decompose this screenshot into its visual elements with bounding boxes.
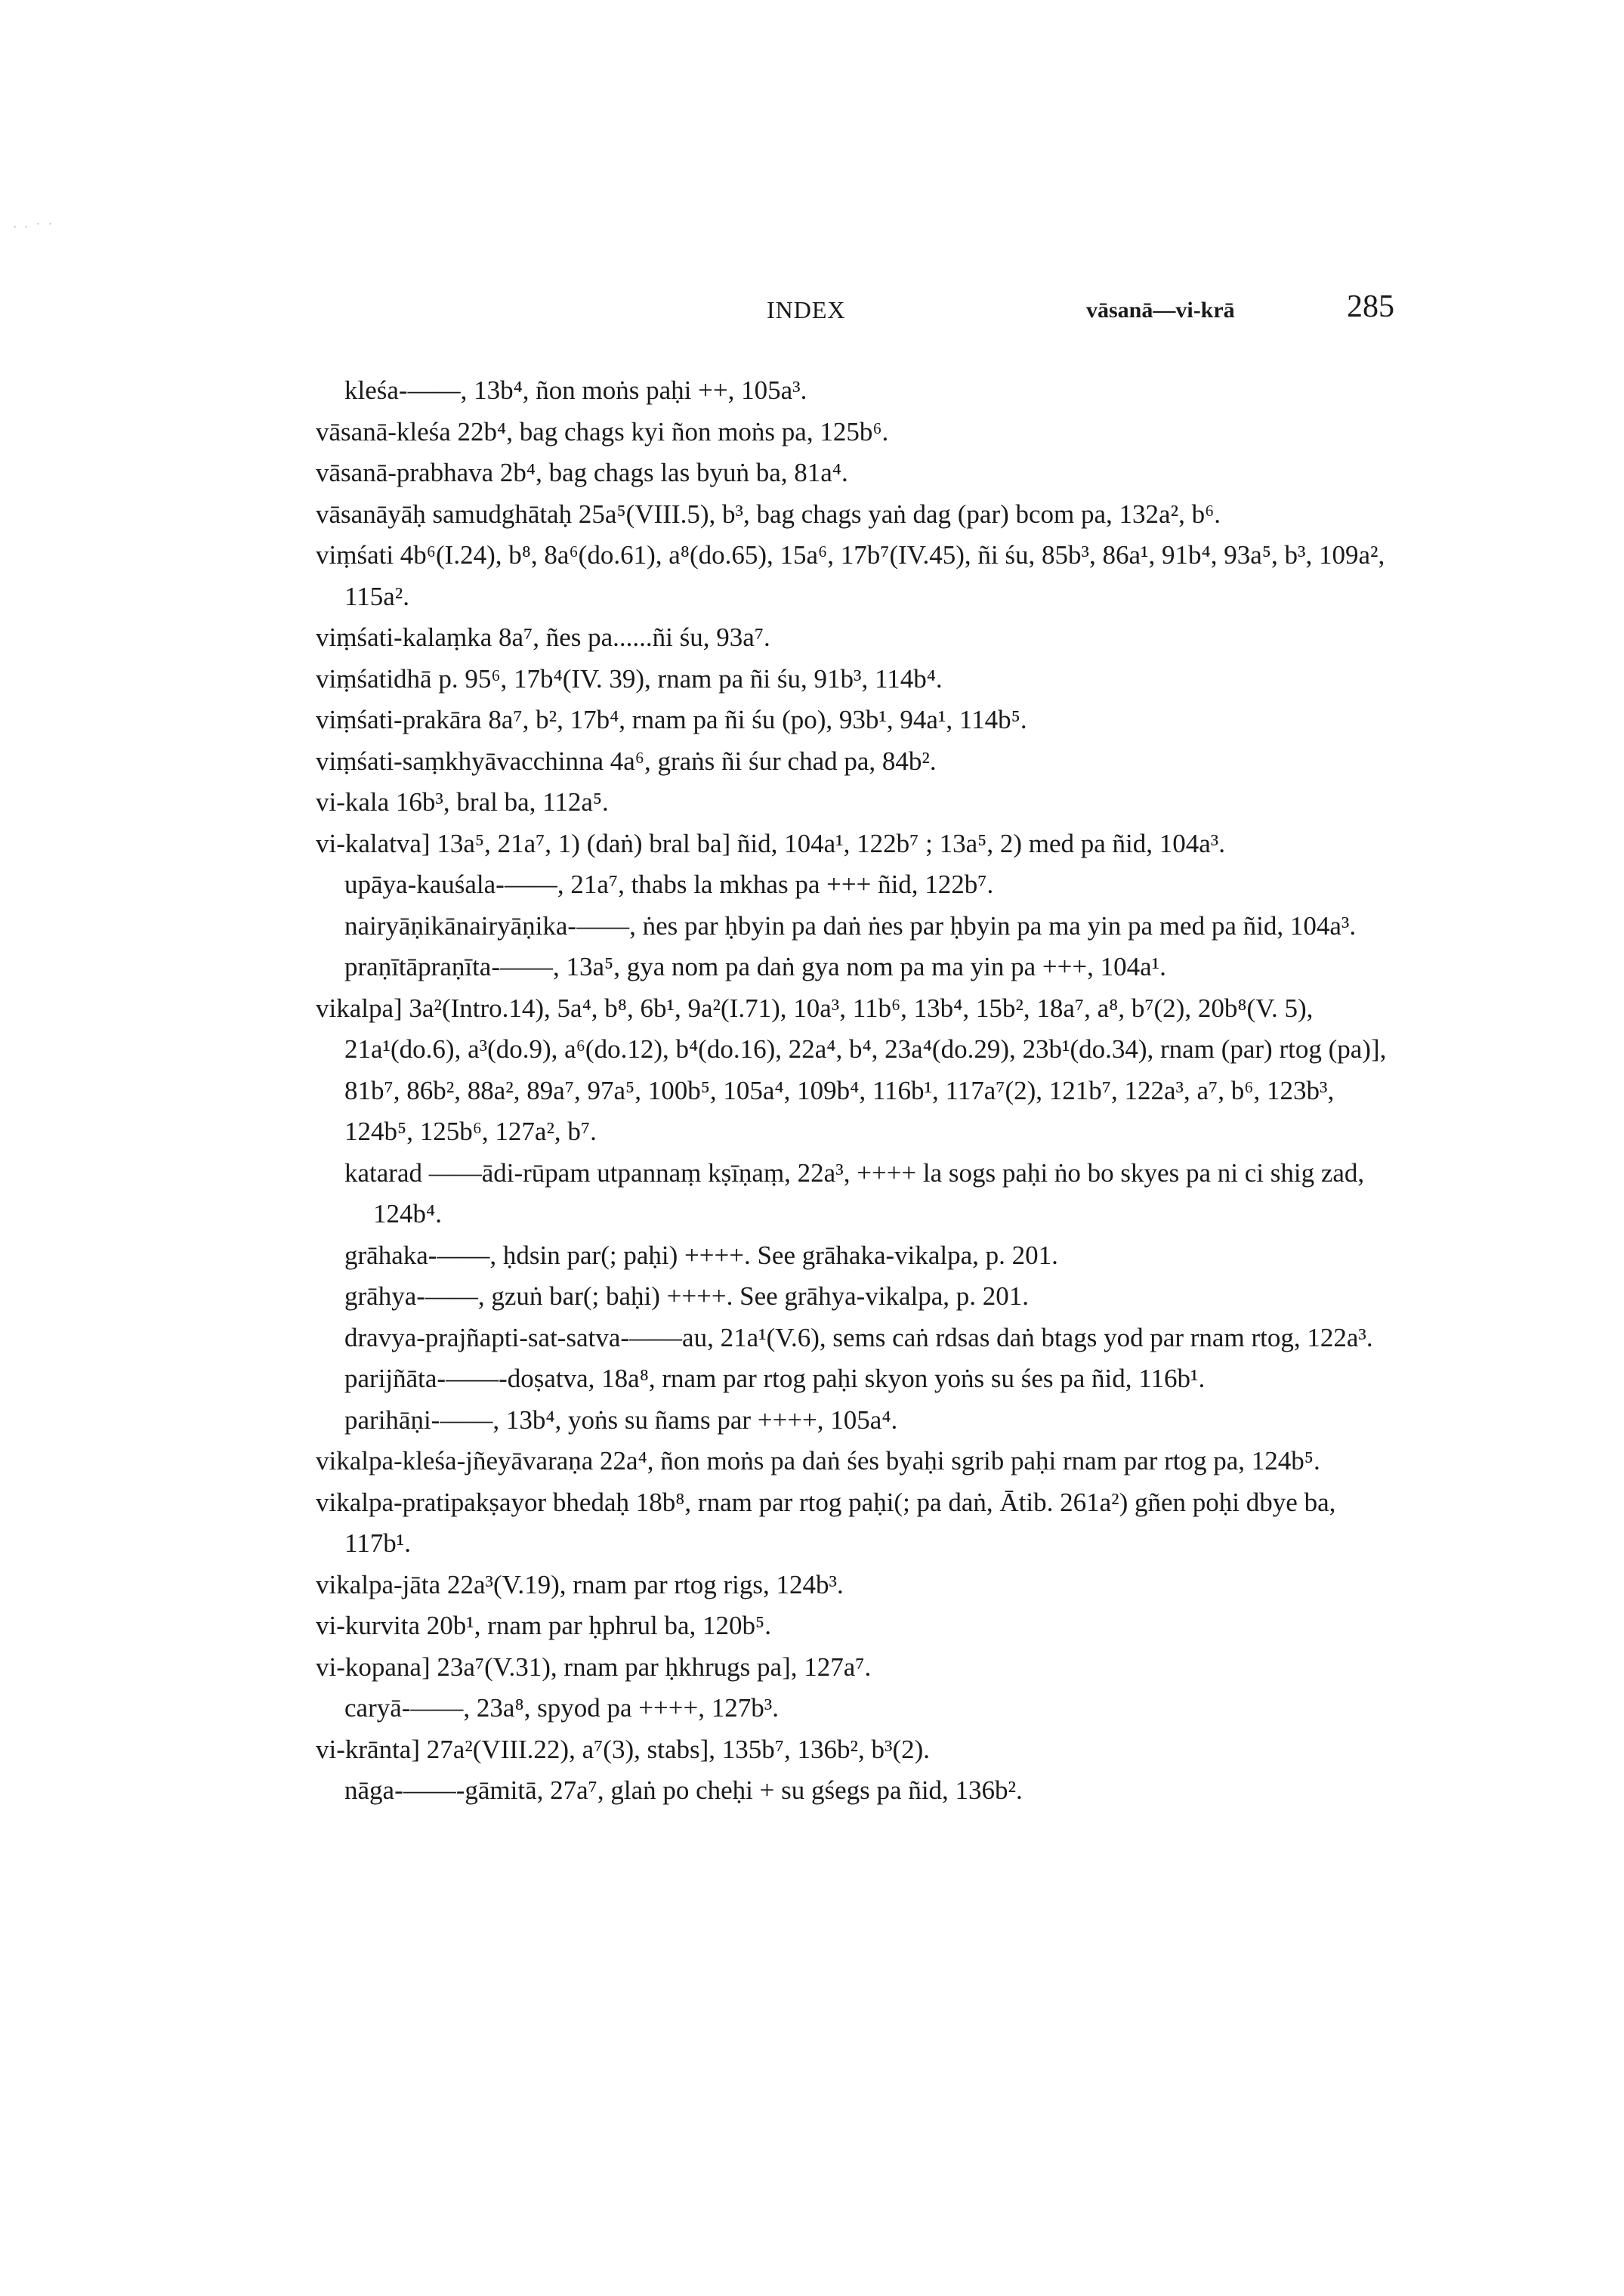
index-entry: viṃśati-saṃkhyāvacchinna 4a⁶, graṅs ñi śur chad pa, 84b². bbox=[316, 746, 937, 776]
index-subentry: upāya-kauśala-——, 21a⁷, thabs la mkhas pa +++ ñid, 122b⁷. bbox=[344, 870, 994, 899]
index-entry: vi-kalatva] 13a⁵, 21a⁷, 1) (daṅ) bral ba] ñid, 104a¹, 122b⁷ ; 13a⁵, 2) med pa ñid, 104a³. bbox=[316, 828, 1226, 858]
index-subentry: caryā-——, 23a⁸, spyod pa ++++, 127b³. bbox=[344, 1693, 780, 1723]
index-entry: vāsanā-kleśa 22b⁴, bag chags kyi ñon moṅs pa, 125b⁶. bbox=[316, 416, 889, 447]
header-range: vāsanā—vi-krā bbox=[1086, 298, 1235, 323]
index-entry: viṃśatidhā p. 95⁶, 17b⁴(IV. 39), rnam pa ñi śu, 91b³, 114b⁴. bbox=[316, 663, 943, 694]
index-subentry: dravya-prajñapti-sat-satva-——au, 21a¹(V.6), sems caṅ rdsas daṅ btags yod par rnam rtog, 122a³. bbox=[344, 1322, 1373, 1352]
index-entry: vikalpa-pratipakṣayor bhedaḥ 18b⁸, rnam par rtog paḥi(; pa daṅ, Ātib. 261a²) gñen poḥi dbye ba, 117b¹. bbox=[316, 1487, 1336, 1558]
index-entry: vāsanāyāḥ samudghātaḥ 25a⁵(VIII.5), b³, bag chags yaṅ dag (par) bcom pa, 132a², b⁶. bbox=[316, 499, 1221, 529]
index-subentry: parihāṇi-——, 13b⁴, yoṅs su ñams par ++++, 105a⁴. bbox=[344, 1404, 898, 1435]
running-header bbox=[0, 289, 1624, 341]
index-entry: vi-kurvita 20b¹, rnam par ḥphrul ba, 120b⁵. bbox=[316, 1611, 771, 1640]
index-entry: vikalpa-jāta 22a³(V.19), rnam par rtog rigs, 124b³. bbox=[316, 1569, 844, 1599]
index-subentry: grāhya-——, gzuṅ bar(; baḥi) ++++. See grāhya-vikalpa, p. 201. bbox=[344, 1281, 1030, 1311]
index-entry: vi-kopana] 23a⁷(V.31), rnam par ḥkhrugs pa], 127a⁷. bbox=[316, 1652, 872, 1682]
header-title: INDEX bbox=[767, 296, 846, 323]
index-subentry: parijñāta-——-doṣatva, 18a⁸, rnam par rtog paḥi skyon yoṅs su śes pa ñid, 116b¹. bbox=[344, 1364, 1206, 1393]
index-entry: vikalpa] 3a²(Intro.14), 5a⁴, b⁸, 6b¹, 9a²(I.71), 10a³, 11b⁶, 13b⁴, 15b², 18a⁷, a⁸, b⁷(2), 20b⁸(V. 5), 21a¹(do.6), a³(do.9), a⁶(do.12), b⁴(do.16), 22a⁴, b⁴, 23a⁴(do.29), 23b¹(do.34), rnam (par) rtog (pa)], 81b⁷, 86b², 88a², 89a⁷, 97a⁵, 100b⁵, 105a⁴, 109b⁴, 116b¹, 117a⁷(2), 121b⁷, 122a³, a⁷, b⁶, 123b³, 124b⁵, 125b⁶, 127a², b⁷. bbox=[316, 993, 1387, 1146]
index-subentry: praṇītāpraṇīta-——, 13a⁵, gya nom pa daṅ gya nom pa ma yin pa +++, 104a¹. bbox=[344, 952, 1166, 981]
index-entry: viṃśati-prakāra 8a⁷, b², 17b⁴, rnam pa ñi śu (po), 93b¹, 94a¹, 114b⁵. bbox=[316, 705, 1027, 734]
index-subentry: katarad ——ādi-rūpam utpannaṃ kṣīṇaṃ, 22a³, ++++ la sogs paḥi ṅo bo skyes pa ni ci shig zad, 124b⁴. bbox=[344, 1157, 1365, 1228]
index-entry: viṃśati 4b⁶(I.24), b⁸, 8a⁶(do.61), a⁸(do.65), 15a⁶, 17b⁷(IV.45), ñi śu, 85b³, 86a¹, 91b⁴, 93a⁵, b³, 109a², 115a². bbox=[316, 540, 1385, 611]
index-entry: vi-kala 16b³, bral ba, 112a⁵. bbox=[316, 787, 609, 817]
index-subentry: nairyāṇikānairyāṇika-——, ṅes par ḥbyin pa daṅ ṅes par ḥbyin pa ma yin pa med pa ñid, 104a³. bbox=[344, 910, 1357, 941]
scan-speck: . . · · bbox=[14, 219, 55, 230]
index-entry: vi-krānta] 27a²(VIII.22), a⁷(3), stabs], 135b⁷, 136b², b³(2). bbox=[316, 1734, 931, 1764]
index-entries bbox=[316, 370, 1388, 1812]
page-number: 285 bbox=[1347, 289, 1394, 324]
index-subentry: kleśa-——, 13b⁴, ñon moṅs paḥi ++, 105a³. bbox=[344, 375, 807, 405]
index-subentry: nāga-——-gāmitā, 27a⁷, glaṅ po cheḥi + su gśegs pa ñid, 136b². bbox=[344, 1775, 1023, 1805]
index-entry: viṃśati-kalaṃka 8a⁷, ñes pa......ñi śu, 93a⁷. bbox=[316, 623, 770, 652]
index-entry: vāsanā-prabhava 2b⁴, bag chags las byuṅ ba, 81a⁴. bbox=[316, 458, 848, 487]
index-entry: vikalpa-kleśa-jñeyāvaraṇa 22a⁴, ñon moṅs pa daṅ śes byaḥi sgrib paḥi rnam par rtog pa, 124b⁵. bbox=[316, 1446, 1320, 1476]
index-subentry: grāhaka-——, ḥdsin par(; paḥi) ++++. See grāhaka-vikalpa, p. 201. bbox=[344, 1240, 1058, 1270]
